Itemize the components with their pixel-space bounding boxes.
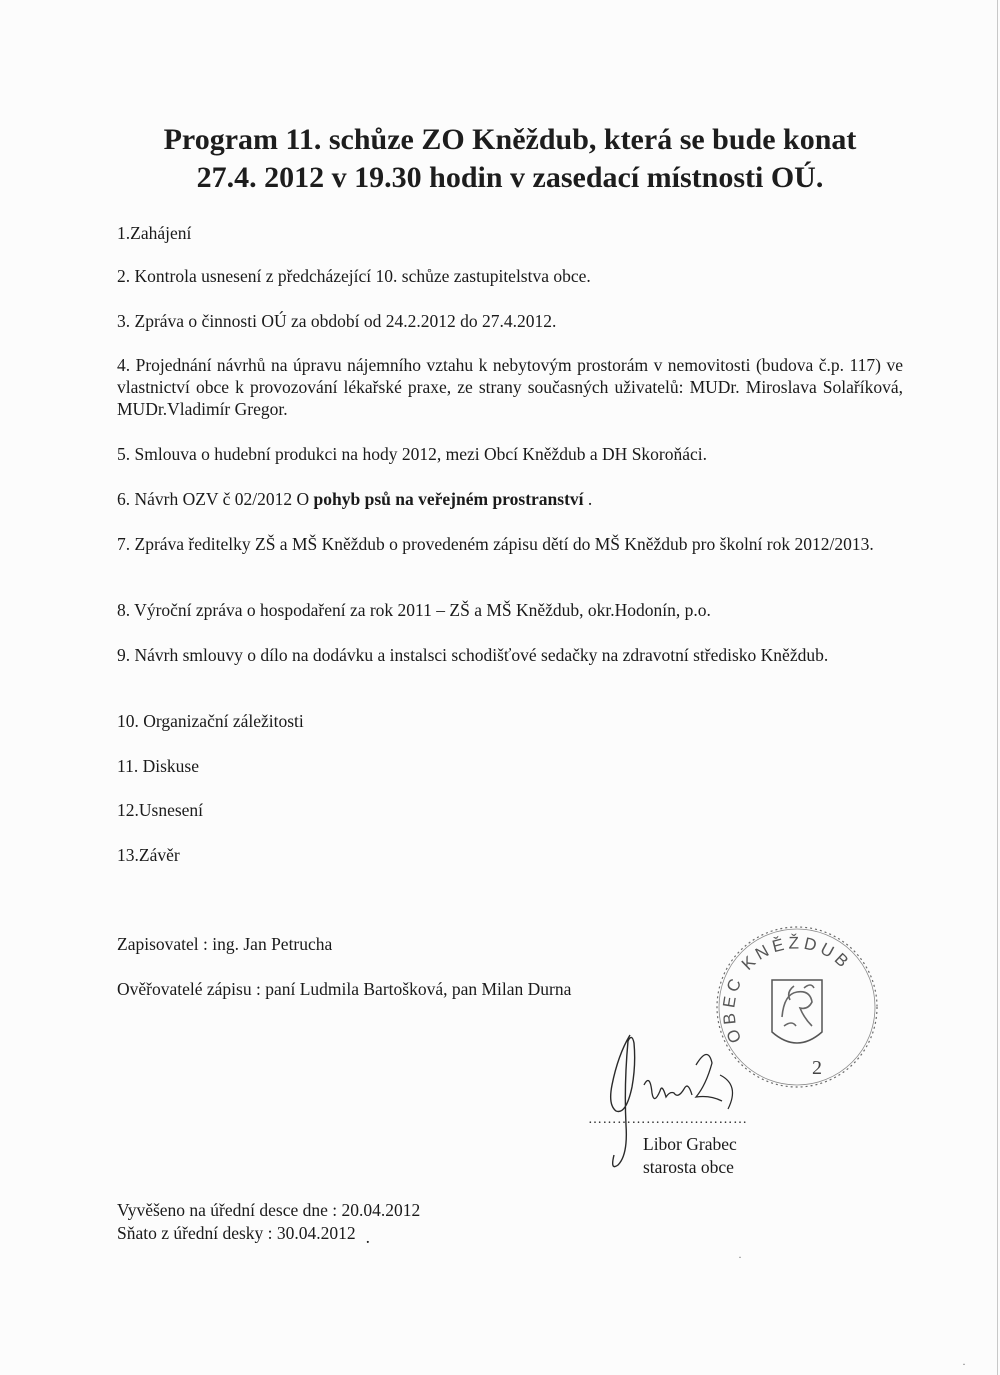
scan-speck-corner: ·: [962, 1357, 966, 1371]
agenda-item-5: 5. Smlouva o hudební produkci na hody 2012, mezi Obcí Kněždub a DH Skoroňáci.: [117, 444, 708, 464]
title-line-2: 27.4. 2012 v 19.30 hodin v zasedací místnosti OÚ.: [196, 161, 824, 194]
verifiers-line: Ověřovatelé zápisu : paní Ludmila Bartošková, pan Milan Durna: [117, 979, 572, 999]
stamp-number: 2: [812, 1057, 822, 1079]
agenda-item-8: 8. Výroční zpráva o hospodaření za rok 2011 – ZŠ a MŠ Kněždub, okr.Hodonín, p.o.: [117, 600, 711, 620]
agenda-item-6-bold: pohyb psů na veřejném prostranství: [313, 489, 584, 509]
agenda-item-4: 4. Projednání návrhů na úpravu nájemního vztahu k nebytovým prostorám v nemovitosti (budova č.p. 117) ve vlastnictví obce k provozování lékařské praxe, ze strany současných uživatelů: MUDr. Miroslava Solaříková, MUDr.Vladimír Gregor.: [117, 355, 903, 419]
removed-date-line: [117, 1222, 903, 1247]
document-title: [90, 121, 930, 197]
removed-date: Sňato z úřední desky : 30.04.2012: [117, 1223, 356, 1243]
agenda-item-6-text: 6. Návrh OZV č 02/2012 O: [117, 489, 314, 509]
signature-dotted-line: ……………………………: [588, 1112, 748, 1127]
scan-speck: ·: [738, 1250, 742, 1264]
recorder-line: Zapisovatel : ing. Jan Petrucha: [117, 934, 333, 954]
agenda-item-11: 11. Diskuse: [117, 756, 199, 776]
agenda-item-1: 1.Zahájení: [117, 223, 192, 243]
agenda-item-13: 13.Závěr: [117, 845, 180, 865]
scan-edge-line: [997, 0, 998, 1375]
agenda-item-2: 2. Kontrola usnesení z předcházející 10. schůze zastupitelstva obce.: [117, 266, 591, 286]
agenda-item-3: 3. Zpráva o činnosti OÚ za období od 24.2.2012 do 27.4.2012.: [117, 311, 557, 331]
signatory-name: Libor Grabec: [643, 1134, 737, 1154]
agenda-item-7: 7. Zpráva ředitelky ZŠ a MŠ Kněždub o provedeném zápisu dětí do MŠ Kněždub pro školní rok 2012/2013.: [117, 534, 874, 554]
agenda-item-6: [117, 488, 903, 510]
agenda-item-12: 12.Usnesení: [117, 800, 204, 820]
agenda-item-9: 9. Návrh smlouvy o dílo na dodávku a instalsci schodišťové sedačky na zdravotní středisko Kněždub.: [117, 645, 829, 665]
agenda-item-10: 10. Organizační záležitosti: [117, 711, 304, 731]
stamp-text: OBEC KNĚŽDUB: [719, 933, 855, 1046]
posted-date: Vyvěšeno na úřední desce dne : 20.04.2012: [117, 1200, 421, 1220]
signatory-role: starosta obce: [643, 1157, 734, 1177]
agenda-item-6-end: .: [583, 489, 593, 509]
title-line-1: Program 11. schůze ZO Kněždub, která se bude konat: [163, 123, 857, 156]
removed-date-mark: .: [365, 1227, 371, 1247]
